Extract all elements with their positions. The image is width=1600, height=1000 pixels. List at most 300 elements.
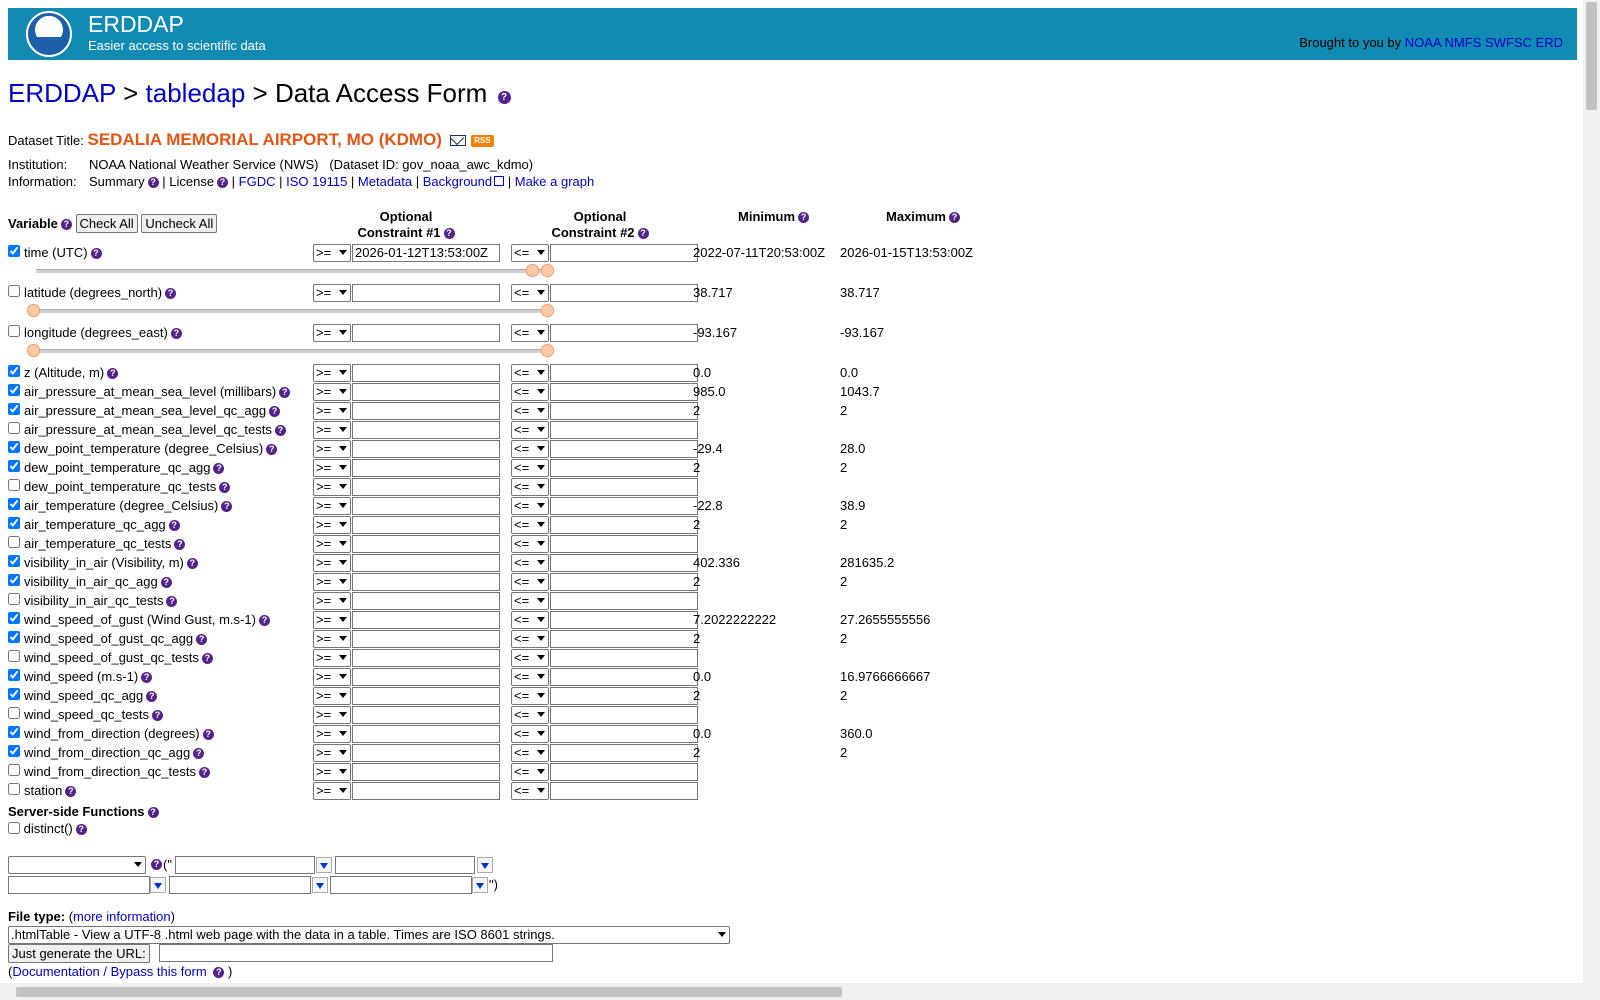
minimum-value: 402.336 — [693, 555, 740, 570]
constraint2-operator-select[interactable] — [511, 478, 549, 496]
constraint2-operator: <= — [514, 403, 530, 418]
table-row — [8, 649, 1008, 667]
institution-label: Institution: — [8, 157, 68, 172]
constraint2-operator: <= — [514, 422, 530, 437]
help-icon[interactable]: ? — [61, 219, 72, 230]
maximum-value: -93.167 — [840, 325, 885, 340]
constraint1-operator-select[interactable] — [313, 649, 351, 667]
help-icon[interactable]: ? — [196, 634, 207, 645]
constraint1-operator-select[interactable] — [313, 402, 351, 420]
help-icon[interactable]: ? — [76, 824, 87, 835]
function-select[interactable] — [8, 856, 146, 874]
constraint2-operator: <= — [514, 612, 530, 627]
help-icon[interactable]: ? — [269, 406, 280, 417]
constraint2-operator-select[interactable] — [511, 516, 549, 534]
constraint1-input[interactable] — [352, 440, 500, 458]
help-icon[interactable]: ? — [146, 691, 157, 702]
variable-checkbox[interactable] — [8, 707, 20, 719]
constraint2-operator-select[interactable] — [511, 592, 549, 610]
constraint2-input[interactable] — [550, 535, 698, 553]
chevron-down-icon — [339, 674, 347, 679]
help-icon[interactable]: ? — [266, 444, 277, 455]
help-icon[interactable]: ? — [213, 967, 224, 978]
link-iso19115[interactable]: ISO 19115 — [286, 174, 348, 189]
range-slider-handle[interactable] — [27, 344, 40, 357]
maximum-value: 2 — [840, 574, 848, 589]
constraint1-input[interactable] — [352, 421, 500, 439]
constraint1-input[interactable] — [352, 383, 500, 401]
constraint1-input[interactable] — [352, 744, 500, 762]
noaa-logo[interactable] — [26, 11, 72, 57]
constraint1-operator-select[interactable] — [313, 573, 351, 591]
variable-checkbox[interactable] — [8, 536, 20, 548]
constraint1-operator-select[interactable] — [313, 763, 351, 781]
variable-name — [24, 365, 118, 380]
constraint1-operator-select[interactable] — [313, 516, 351, 534]
variable-name — [24, 325, 182, 340]
constraint2-input[interactable] — [550, 516, 701, 534]
generate-url-button[interactable]: Just generate the URL: — [8, 944, 150, 963]
rss-icon[interactable]: RSS — [471, 135, 493, 147]
constraint2-header-line2: Constraint #2 — [551, 225, 635, 240]
variable-checkbox[interactable] — [8, 555, 20, 567]
variable-name — [24, 650, 213, 665]
constraint1-input[interactable] — [352, 459, 500, 477]
chevron-down-icon — [537, 579, 545, 584]
help-icon[interactable]: ? — [638, 228, 649, 239]
constraint1-input[interactable] — [352, 284, 500, 302]
constraint1-operator-select[interactable] — [313, 421, 351, 439]
link-swfsc[interactable]: SWFSC — [1484, 35, 1532, 50]
constraint2-operator-select[interactable] — [511, 649, 549, 667]
constraint2-operator-select[interactable] — [511, 364, 549, 382]
constraint2-operator-select[interactable] — [511, 782, 549, 800]
constraint2-input[interactable] — [550, 592, 698, 610]
variable-checkbox[interactable] — [8, 574, 20, 586]
constraint1-input[interactable] — [352, 324, 500, 342]
range-slider-track[interactable] — [36, 309, 546, 313]
help-icon[interactable]: ? — [219, 482, 230, 493]
function-arg3-input[interactable] — [8, 876, 150, 894]
constraint1-operator: >= — [316, 384, 332, 399]
variable-checkbox[interactable] — [8, 285, 20, 297]
constraint2-input[interactable] — [550, 440, 698, 458]
range-slider-handle[interactable] — [526, 264, 539, 277]
constraint1-operator: >= — [316, 498, 332, 513]
constraint1-operator-select[interactable] — [313, 592, 351, 610]
constraint2-input[interactable] — [550, 744, 701, 762]
chevron-down-icon — [537, 598, 545, 603]
chevron-down-icon — [339, 541, 347, 546]
variable-label: wind_from_direction_qc_agg — [24, 745, 191, 760]
header-banner — [8, 8, 1577, 60]
constraint2-input[interactable] — [550, 478, 698, 496]
range-slider-track[interactable] — [36, 269, 546, 273]
help-icon[interactable]: ? — [152, 710, 163, 721]
constraint1-input[interactable] — [352, 706, 500, 724]
more-info-open: ( — [68, 909, 74, 924]
constraint1-operator: >= — [316, 403, 332, 418]
constraint2-input[interactable] — [550, 706, 698, 724]
help-icon[interactable]: ? — [171, 328, 182, 339]
dropdown-arrow-icon[interactable] — [472, 877, 488, 893]
help-icon[interactable]: ? — [217, 177, 228, 188]
help-icon[interactable]: ? — [91, 248, 102, 259]
link-noaa[interactable]: NOAA — [1404, 35, 1441, 50]
app-subtitle: Easier access to scientific data — [88, 38, 266, 53]
constraint1-input[interactable] — [352, 763, 500, 781]
constraint2-operator-select[interactable] — [511, 763, 549, 781]
range-slider-track[interactable] — [36, 349, 546, 353]
link-erd[interactable]: ERD — [1535, 35, 1563, 50]
more-information-link[interactable]: more information — [73, 909, 171, 924]
constraint2-input[interactable] — [550, 324, 698, 342]
constraint1-operator: >= — [316, 245, 332, 260]
help-icon[interactable]: ? — [148, 807, 159, 818]
help-icon[interactable]: ? — [161, 577, 172, 588]
constraint1-input[interactable] — [352, 497, 500, 515]
minimum-value: 7.2022222222 — [693, 612, 777, 627]
link-fgdc[interactable]: FGDC — [238, 174, 276, 189]
help-icon[interactable]: ? — [949, 212, 960, 223]
constraint2-operator-select[interactable] — [511, 383, 549, 401]
help-icon[interactable]: ? — [107, 368, 118, 379]
constraint2-input[interactable] — [550, 763, 698, 781]
variable-label: dew_point_temperature (degree_Celsius) — [24, 441, 264, 456]
help-icon[interactable]: ? — [498, 91, 511, 104]
variable-checkbox[interactable] — [8, 384, 20, 396]
summary-label: Summary — [89, 174, 145, 189]
constraint2-operator-select[interactable] — [511, 744, 549, 762]
constraint1-input[interactable] — [352, 687, 500, 705]
logo-wave-icon — [35, 37, 63, 47]
range-slider-handle[interactable] — [541, 304, 554, 317]
variable-checkbox[interactable] — [8, 650, 20, 662]
constraint1-operator-select[interactable] — [313, 478, 351, 496]
documentation-row — [8, 964, 232, 979]
constraint2-input[interactable] — [550, 554, 698, 572]
constraint2-input[interactable] — [550, 687, 701, 705]
vertical-scrollbar-thumb[interactable] — [1586, 2, 1597, 110]
constraint2-input[interactable] — [550, 668, 698, 686]
chevron-down-icon — [339, 712, 347, 717]
dataset-title: SEDALIA MEMORIAL AIRPORT, MO (KDMO) — [87, 130, 442, 149]
horizontal-scrollbar-thumb[interactable] — [16, 987, 842, 997]
constraint1-operator-select[interactable] — [313, 725, 351, 743]
constraint1-operator-select[interactable] — [313, 364, 351, 382]
constraint1-operator-select[interactable] — [313, 744, 351, 762]
constraint1-operator-select[interactable] — [313, 706, 351, 724]
constraint2-input[interactable] — [550, 630, 701, 648]
constraint2-input[interactable] — [550, 284, 698, 302]
app-title: ERDDAP — [88, 11, 184, 37]
email-subscribe-icon[interactable] — [450, 135, 466, 146]
variable-checkbox[interactable] — [8, 612, 20, 624]
constraint2-operator-select[interactable] — [511, 573, 549, 591]
maximum-value: 2026-01-15T13:53:00Z — [840, 245, 973, 260]
file-type-select[interactable] — [8, 926, 730, 944]
maximum-value: 2 — [840, 403, 848, 418]
constraint2-operator: <= — [514, 631, 530, 646]
link-nmfs[interactable]: NMFS — [1444, 35, 1482, 50]
constraint1-operator-select[interactable] — [313, 284, 351, 302]
help-icon[interactable]: ? — [193, 748, 204, 759]
constraint2-input[interactable] — [550, 611, 698, 629]
chevron-down-icon — [537, 484, 545, 489]
variable-name — [24, 669, 152, 684]
license-label: License — [169, 174, 215, 189]
constraint1-operator-select[interactable] — [313, 687, 351, 705]
variable-name — [24, 593, 177, 608]
constraint1-input[interactable] — [352, 649, 500, 667]
help-icon[interactable]: ? — [65, 786, 76, 797]
information-label: Information: — [8, 174, 77, 189]
variable-name — [24, 688, 157, 703]
constraint1-operator-select[interactable] — [313, 497, 351, 515]
constraint2-operator-select[interactable] — [511, 497, 549, 515]
breadcrumb-separator: > — [245, 78, 275, 108]
constraint2-input[interactable] — [550, 725, 698, 743]
check-all-button[interactable]: Check All — [76, 214, 138, 233]
constraint2-operator: <= — [514, 745, 530, 760]
constraint2-operator-select[interactable] — [511, 284, 549, 302]
constraint2-operator-select[interactable] — [511, 244, 549, 262]
variable-checkbox[interactable] — [8, 403, 20, 415]
help-icon[interactable]: ? — [798, 212, 809, 223]
help-icon[interactable]: ? — [148, 177, 159, 188]
minimum-value: -29.4 — [693, 441, 723, 456]
function-arg5-input[interactable] — [330, 876, 472, 894]
variable-checkbox[interactable] — [8, 783, 20, 795]
help-icon[interactable]: ? — [199, 767, 210, 778]
constraint2-input[interactable] — [550, 459, 701, 477]
chevron-down-icon — [537, 560, 545, 565]
link-background[interactable]: Background — [422, 174, 493, 189]
constraint1-operator-select[interactable] — [313, 383, 351, 401]
breadcrumb-separator: > — [115, 78, 146, 108]
maximum-value: 27.2655555556 — [840, 612, 931, 627]
constraint2-operator: <= — [514, 479, 530, 494]
minimum-value: 0.0 — [693, 669, 712, 684]
constraint2-input[interactable] — [550, 383, 698, 401]
minimum-value: 2 — [693, 631, 701, 646]
table-row — [8, 573, 1008, 591]
constraint1-operator-select[interactable] — [313, 668, 351, 686]
constraint2-input[interactable] — [550, 402, 701, 420]
minimum-value: 2022-07-11T20:53:00Z — [693, 245, 826, 260]
variable-checkbox[interactable] — [8, 422, 20, 434]
breadcrumb-tabledap[interactable]: tabledap — [145, 78, 246, 108]
dataset-title-row — [8, 130, 494, 150]
help-icon[interactable]: ? — [174, 539, 185, 550]
constraint1-input[interactable] — [352, 592, 500, 610]
constraint1-input[interactable] — [352, 516, 500, 534]
constraint2-input[interactable] — [550, 649, 698, 667]
uncheck-all-button[interactable]: Uncheck All — [141, 214, 217, 233]
help-icon[interactable]: ? — [187, 558, 198, 569]
chevron-down-icon — [537, 290, 545, 295]
constraint2-operator-select[interactable] — [511, 324, 549, 342]
constraint1-operator-select[interactable] — [313, 630, 351, 648]
constraint2-operator-select[interactable] — [511, 687, 549, 705]
variable-name — [24, 517, 180, 532]
constraint2-operator-select[interactable] — [511, 725, 549, 743]
variable-label: visibility_in_air_qc_agg — [24, 574, 158, 589]
distinct-checkbox[interactable] — [8, 822, 20, 834]
help-icon[interactable]: ? — [444, 228, 455, 239]
constraint1-operator: >= — [316, 555, 332, 570]
variable-checkbox[interactable] — [8, 325, 20, 337]
function-arg2-input[interactable] — [335, 856, 475, 874]
constraint2-input[interactable] — [550, 244, 698, 262]
maximum-value: 2 — [840, 517, 848, 532]
variable-checkbox[interactable] — [8, 688, 20, 700]
generated-url-input[interactable] — [159, 944, 553, 962]
help-icon[interactable]: ? — [203, 729, 214, 740]
variable-checkbox[interactable] — [8, 631, 20, 643]
constraint1-operator-select[interactable] — [313, 611, 351, 629]
variable-label: latitude (degrees_north) — [24, 285, 163, 300]
help-icon[interactable]: ? — [221, 501, 232, 512]
help-icon[interactable]: ? — [275, 425, 286, 436]
constraint2-operator-select[interactable] — [511, 440, 549, 458]
constraint1-operator-select[interactable] — [313, 554, 351, 572]
constraint1-operator: >= — [316, 325, 332, 340]
function-arg4-input[interactable] — [169, 876, 311, 894]
constraint2-operator-select[interactable] — [511, 668, 549, 686]
constraint1-input[interactable] — [352, 402, 500, 420]
distinct-label: distinct() — [23, 821, 73, 836]
constraint1-input[interactable] — [352, 478, 500, 496]
table-row — [8, 535, 1008, 553]
constraint2-input[interactable] — [550, 364, 698, 382]
help-icon[interactable]: ? — [141, 672, 152, 683]
link-make-graph[interactable]: Make a graph — [514, 174, 595, 189]
logo-text: NOAA — [39, 25, 60, 32]
variable-checkbox[interactable] — [8, 669, 20, 681]
variable-checkbox[interactable] — [8, 745, 20, 757]
constraint1-header — [338, 209, 474, 241]
maximum-value: 28.0 — [840, 441, 866, 456]
constraint2-input[interactable] — [550, 421, 698, 439]
constraint1-input[interactable] — [352, 554, 500, 572]
variable-checkbox[interactable] — [8, 460, 20, 472]
constraint1-input[interactable]: 2026-01-12T13:53:00Z — [352, 244, 500, 262]
documentation-link[interactable]: Documentation / Bypass this form — [12, 964, 207, 979]
variable-checkbox[interactable] — [8, 764, 20, 776]
constraint2-operator-select[interactable] — [511, 402, 549, 420]
constraint1-input[interactable] — [352, 573, 500, 591]
variable-checkbox[interactable] — [8, 245, 20, 257]
help-icon[interactable]: ? — [169, 520, 180, 531]
variable-label: dew_point_temperature_qc_tests — [24, 479, 217, 494]
chevron-down-icon — [339, 370, 347, 375]
constraint1-operator-select[interactable] — [313, 244, 351, 262]
maximum-value: 16.9766666667 — [840, 669, 931, 684]
variable-checkbox[interactable] — [8, 498, 20, 510]
constraint1-operator: >= — [316, 745, 332, 760]
help-icon[interactable]: ? — [202, 653, 213, 664]
dropdown-arrow-icon[interactable] — [316, 857, 332, 873]
constraint2-operator: <= — [514, 517, 530, 532]
dropdown-arrow-icon[interactable] — [150, 877, 166, 893]
constraint2-operator-select[interactable] — [511, 706, 549, 724]
variable-name — [24, 631, 207, 646]
constraint1-operator-select[interactable] — [313, 324, 351, 342]
constraint2-operator-select[interactable] — [511, 554, 549, 572]
help-icon[interactable]: ? — [279, 387, 290, 398]
institution-row — [8, 157, 533, 172]
constraint1-input[interactable] — [352, 725, 500, 743]
constraint1-input[interactable] — [352, 668, 500, 686]
chevron-down-icon — [339, 389, 347, 394]
constraint2-operator-select[interactable] — [511, 421, 549, 439]
constraint1-operator: >= — [316, 285, 332, 300]
range-slider-handle[interactable] — [541, 264, 554, 277]
dropdown-arrow-icon[interactable] — [477, 857, 493, 873]
constraint2-operator-select[interactable] — [511, 535, 549, 553]
constraint1-operator-select[interactable] — [313, 782, 351, 800]
constraint2-input[interactable] — [550, 573, 701, 591]
dropdown-arrow-icon[interactable] — [312, 877, 328, 893]
constraint1-input[interactable] — [352, 364, 500, 382]
variable-checkbox[interactable] — [8, 593, 20, 605]
constraint2-operator-select[interactable] — [511, 459, 549, 477]
constraint1-operator-select[interactable] — [313, 459, 351, 477]
constraint1-operator: >= — [316, 365, 332, 380]
maximum-value: 1043.7 — [840, 384, 880, 399]
variable-checkbox[interactable] — [8, 517, 20, 529]
constraint2-operator-select[interactable] — [511, 611, 549, 629]
help-icon[interactable]: ? — [151, 859, 162, 870]
constraint1-operator-select[interactable] — [313, 535, 351, 553]
horizontal-scrollbar[interactable] — [0, 983, 1583, 1000]
variable-checkbox[interactable] — [8, 479, 20, 491]
page-title: Data Access Form — [274, 78, 488, 108]
range-slider-handle[interactable] — [541, 344, 554, 357]
constraint1-input[interactable] — [352, 611, 500, 629]
help-icon[interactable]: ? — [166, 596, 177, 607]
link-metadata[interactable]: Metadata — [357, 174, 413, 189]
variable-checkbox[interactable] — [8, 726, 20, 738]
variable-checkbox[interactable] — [8, 365, 20, 377]
breadcrumb-home[interactable]: ERDDAP — [8, 78, 116, 108]
constraint2-operator-select[interactable] — [511, 630, 549, 648]
constraint1-input[interactable] — [352, 630, 500, 648]
help-icon[interactable]: ? — [213, 463, 224, 474]
function-arg1-input[interactable] — [175, 856, 315, 874]
help-icon[interactable]: ? — [165, 288, 176, 299]
constraint1-input[interactable] — [352, 535, 500, 553]
constraint2-input[interactable] — [550, 497, 698, 515]
help-icon[interactable]: ? — [259, 615, 270, 626]
constraint2-input[interactable] — [550, 782, 698, 800]
variable-checkbox[interactable] — [8, 441, 20, 453]
maximum-value: 2 — [840, 745, 848, 760]
maximum-value: 0.0 — [840, 365, 859, 380]
variable-label: visibility_in_air (Visibility, m) — [24, 555, 184, 570]
chevron-down-icon — [339, 750, 347, 755]
chevron-down-icon — [339, 250, 347, 255]
constraint1-operator: >= — [316, 783, 332, 798]
close-paren: ") — [489, 877, 498, 892]
range-slider-handle[interactable] — [27, 304, 40, 317]
chevron-down-icon — [537, 330, 545, 335]
constraint1-input[interactable] — [352, 782, 500, 800]
vertical-scrollbar[interactable] — [1583, 0, 1600, 1000]
constraint1-operator: >= — [316, 460, 332, 475]
constraint1-operator-select[interactable] — [313, 440, 351, 458]
